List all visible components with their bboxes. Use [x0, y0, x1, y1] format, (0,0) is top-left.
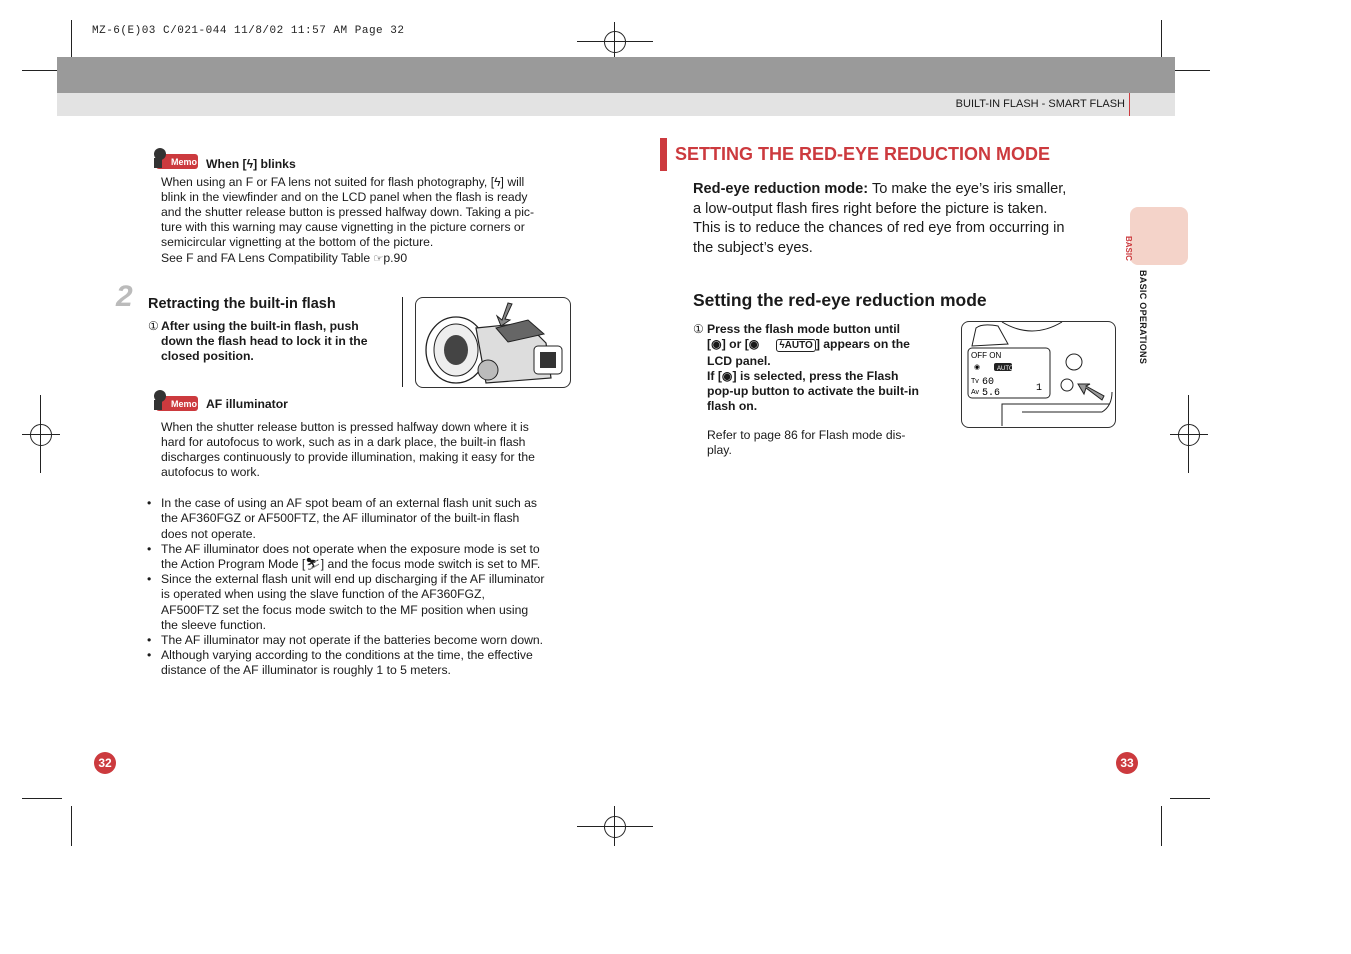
step-line: closed position.: [161, 349, 254, 363]
registration-mark: [40, 395, 41, 473]
page-number-right: 33: [1116, 752, 1138, 774]
crop-mark: [1170, 798, 1210, 799]
refer-line: Refer to page 86 for Flash mode dis-: [707, 428, 906, 442]
step-number: 2: [116, 280, 133, 313]
bullet-item: • Although varying according to the conditions at the time, the effective distance of the AF illuminator is roughly 1 to 5 meters.: [161, 648, 533, 679]
red-eye-icon: ◉: [711, 337, 722, 352]
red-eye-icon: ◉: [974, 364, 981, 371]
registration-mark: [604, 31, 626, 53]
registration-mark: [1178, 424, 1200, 446]
refer-line: play.: [707, 443, 732, 457]
bullet-item: • In the case of using an AF spot beam of an external flash unit such as the AF360FGZ or AF500FTZ, the AF illuminator of the built-in flash does not operate.: [161, 496, 537, 542]
registration-mark: [22, 434, 60, 435]
lcd-tv-value: 60: [982, 377, 995, 388]
red-eye-icon: ◉: [721, 368, 733, 383]
bullet-item: • The AF illuminator does not operate when the exposure mode is set to the Action Program Mode [⛷] and the focus mode switch is set to MF.: [161, 542, 540, 573]
bullet-item: • Since the external flash unit will end up discharging if the AF illuminator is operated when using the slave function of the AF360FGZ, AF500FTZ set the focus mode switch to the MF position when using the sleeve function.: [161, 572, 544, 633]
action-program-icon: ⛷: [305, 557, 321, 572]
crop-mark: [71, 806, 72, 846]
memo2-title: AF illuminator: [206, 397, 288, 411]
memo2-line: When the shutter release button is pressed halfway down where it is: [161, 420, 529, 434]
side-tab-label: BASIC: [1124, 236, 1133, 261]
lcd-panel-illustration: [961, 321, 1116, 428]
lcd-av-label: Av: [971, 389, 980, 396]
lcd-count: 1: [1036, 383, 1043, 394]
header-accent-line: [1129, 93, 1130, 116]
section-heading: SETTING THE RED-EYE REDUCTION MODE: [675, 144, 1051, 164]
red-eye-icon: ◉: [748, 337, 760, 352]
memo1-line: blink in the viewfinder and on the LCD panel when the flash is ready: [161, 190, 528, 204]
side-tab: [1130, 207, 1188, 265]
registration-mark: [614, 22, 615, 62]
registration-mark: [1170, 434, 1208, 435]
registration-mark: [577, 41, 653, 42]
pointing-hand-icon: ☞: [373, 253, 384, 265]
memo-icon: [150, 146, 198, 172]
crop-mark: [22, 70, 62, 71]
intro-paragraph: Red-eye reduction mode: To make the eye’s iris smaller, a low-output flash fires right before the picture is taken. This is to reduce the chances of red eye from occurring in the subject’s eyes.: [693, 181, 1067, 256]
lcd-off-on: OFF ON: [971, 351, 1002, 360]
memo2-line: hard for autofocus to work, such as in a dark place, the built-in flash: [161, 435, 526, 449]
crop-mark: [1170, 70, 1210, 71]
bullet-item: • The AF illuminator may not operate if the batteries become worn down.: [161, 633, 543, 648]
step-circle-number: ①: [148, 319, 159, 333]
print-slug: MZ-6(E)03 C/021-044 11/8/02 11:57 AM Page 32: [92, 25, 405, 37]
lcd-tv-label: Tv: [971, 378, 979, 385]
flash-icon: ϟ: [494, 175, 501, 189]
memo2-line: autofocus to work.: [161, 465, 260, 479]
lcd-auto: AUTO: [997, 366, 1014, 372]
step-line: down the flash head to lock it in the: [161, 334, 368, 348]
registration-mark: [614, 806, 615, 846]
memo1-line: When using an F or FA lens not suited for flash photography, [ϟ] will: [161, 175, 525, 189]
crop-mark: [1161, 806, 1162, 846]
section-header: BUILT-IN FLASH - SMART FLASH: [955, 98, 1125, 110]
memo-badge: Memo: [171, 399, 198, 409]
registration-mark: [1188, 395, 1189, 473]
red-eye-step: Press the flash mode button until [◉] or [◉ ϟAUTO ] appears on the LCD panel. If [◉] is selected, press the Flash pop-up button to activate the built-in flash on.: [707, 322, 919, 414]
memo2-line: discharges continuously to provide illumination, making it easy for the: [161, 450, 535, 464]
registration-mark: [604, 816, 626, 838]
memo1-title: When [ϟ] blinks: [206, 157, 296, 171]
memo-icon: [150, 388, 198, 414]
step-title: Retracting the built-in flash: [148, 296, 336, 312]
step-circle-number: ①: [693, 322, 704, 336]
divider: [402, 297, 403, 387]
flash-icon: ϟ: [246, 157, 254, 171]
memo1-line: semicircular vignetting at the bottom of the picture.: [161, 235, 434, 249]
registration-mark: [30, 424, 52, 446]
memo1-line: See F and FA Lens Compatibility Table ☞p.90: [161, 251, 408, 265]
memo1-line: and the shutter release button is pressed halfway down. Taking a pic-: [161, 205, 535, 219]
registration-mark: [577, 826, 653, 827]
flash-auto-icon: ϟAUTO: [776, 339, 815, 352]
heading-accent-bar: [660, 138, 667, 171]
step-line: After using the built-in flash, push: [161, 319, 359, 333]
page-number-left: 32: [94, 752, 116, 774]
camera-flash-illustration: [415, 297, 571, 388]
subheading: Setting the red-eye reduction mode: [693, 290, 987, 310]
side-section-label: BASIC OPERATIONS: [1138, 270, 1148, 365]
header-bar-dark: [57, 57, 1175, 93]
crop-mark: [22, 798, 62, 799]
lcd-av-value: 5.6: [982, 388, 1001, 399]
memo-badge: Memo: [171, 157, 198, 167]
memo1-line: ture with this warning may cause vignetting in the picture corners or: [161, 220, 525, 234]
